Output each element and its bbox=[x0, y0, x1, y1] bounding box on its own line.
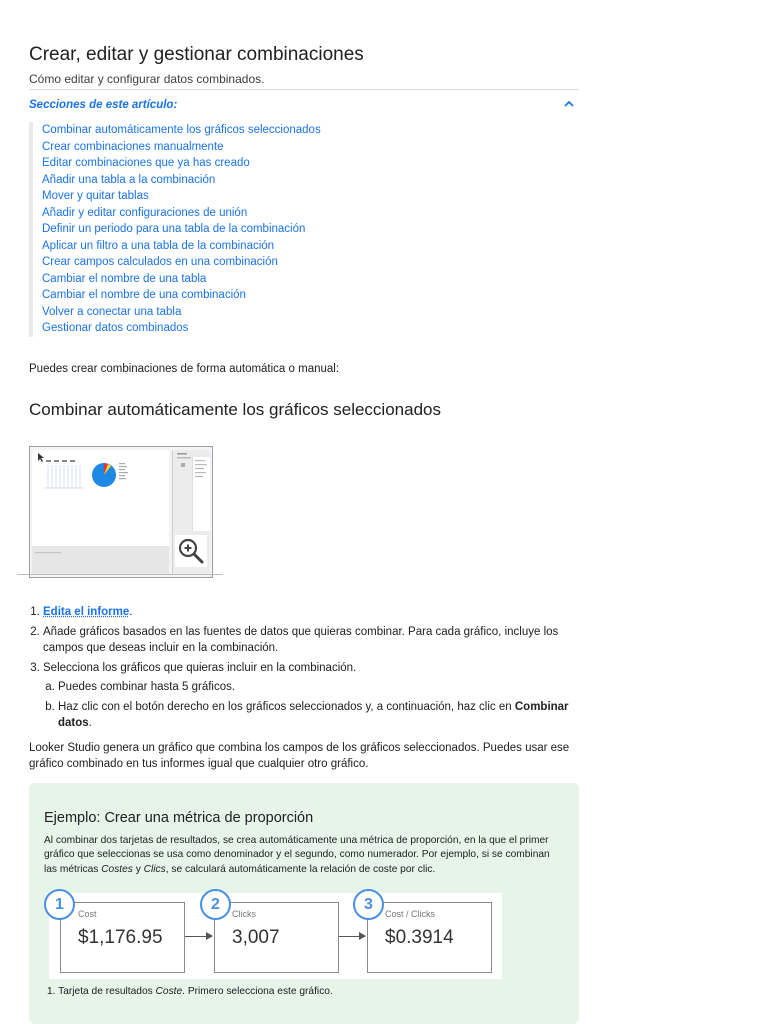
example-callout bbox=[29, 783, 579, 1024]
step-3 bbox=[43, 660, 583, 732]
screenshot-canvas bbox=[32, 450, 169, 546]
toc-link-nombre-tabla[interactable]: Cambiar el nombre de una tabla bbox=[42, 272, 207, 285]
toc-link-crear-manualmente[interactable]: Crear combinaciones manualmente bbox=[42, 140, 224, 153]
toc-list bbox=[29, 122, 582, 337]
step-badge-2: 2 bbox=[200, 889, 231, 920]
example-caption bbox=[47, 986, 333, 997]
substep-b bbox=[58, 699, 583, 732]
example-term-costes: Costes bbox=[101, 863, 133, 875]
step-1 bbox=[43, 604, 583, 621]
scorecard-value: 3,007 bbox=[232, 927, 280, 948]
caption-prefix: 1. Tarjeta de resultados bbox=[47, 986, 156, 997]
screenshot-thumbnail[interactable] bbox=[29, 446, 213, 578]
scorecard-cost-per-click bbox=[367, 902, 492, 973]
toc-link-campos-calculados[interactable]: Crear campos calculados en una combinación bbox=[42, 256, 278, 268]
scorecard-label: Cost bbox=[78, 909, 97, 919]
toc-header[interactable] bbox=[29, 89, 579, 118]
toc-link-combinar-automaticamente[interactable]: Combinar automáticamente los gráficos seleccionados bbox=[42, 124, 321, 136]
substeps-list bbox=[43, 679, 583, 732]
steps-list bbox=[29, 604, 583, 735]
scorecard-label: Cost / Clicks bbox=[385, 909, 436, 919]
step-badge-1: 1 bbox=[44, 889, 75, 920]
toc-link-gestionar-datos[interactable]: Gestionar datos combinados bbox=[42, 322, 189, 334]
screenshot-footer bbox=[32, 546, 169, 574]
step-badge-3: 3 bbox=[353, 889, 384, 920]
intro-paragraph: Puedes crear combinaciones de forma automática o manual: bbox=[29, 363, 340, 375]
toc-link-definir-periodo[interactable]: Definir un periodo para una tabla de la combinación bbox=[42, 223, 306, 235]
substep-b-text: Haz clic con el botón derecho en los gráficos seleccionados y, a continuación, haz clic en bbox=[58, 700, 515, 713]
example-text-y: y bbox=[132, 863, 144, 875]
chevron-up-icon[interactable] bbox=[563, 98, 575, 110]
caption-term: Coste bbox=[155, 986, 183, 997]
toc-link-editar-combinaciones[interactable]: Editar combinaciones que ya has creado bbox=[42, 157, 250, 169]
step-3-text: Selecciona los gráficos que quieras incluir en la combinación. bbox=[43, 661, 357, 674]
screenshot-panel-fields bbox=[193, 457, 210, 497]
edit-report-link[interactable]: Edita el informe bbox=[43, 606, 130, 618]
scorecard-value: $0.3914 bbox=[385, 927, 454, 948]
substep-a: a. Puedes combinar hasta 5 gráficos. bbox=[58, 679, 583, 696]
toc-link-aplicar-filtro[interactable]: Aplicar un filtro a una tabla de la combinación bbox=[42, 239, 275, 252]
caption-suffix: . Primero selecciona este gráfico. bbox=[182, 986, 333, 997]
example-text-part1: Al combinar dos tarjetas de resultados, se crea automáticamente una métrica de proporción, en la que el primer gráfico que seleccionas se usa como denominador y el segundo, como numerador. Por ejemplo, si se combinan las métricas bbox=[44, 835, 550, 875]
arrow-right-icon bbox=[339, 936, 365, 937]
combine-data-label: Combinar datos bbox=[58, 700, 569, 729]
result-paragraph: Looker Studio genera un gráfico que combina los campos de los gráficos seleccionados. Puedes usar ese gráfico combinado en tus informes igual que cualquier otro gráfico. bbox=[29, 742, 570, 770]
example-title: Ejemplo: Crear una métrica de proporción bbox=[44, 810, 314, 826]
screenshot-illustration bbox=[32, 450, 169, 546]
scorecard-cost bbox=[60, 902, 185, 973]
step-1-suffix: . bbox=[129, 606, 133, 618]
scorecard-label: Clicks bbox=[232, 909, 256, 919]
example-text bbox=[44, 834, 564, 877]
toc-link-anadir-tabla[interactable]: Añadir una tabla a la combinación bbox=[42, 173, 216, 186]
zoom-in-icon[interactable] bbox=[175, 535, 207, 567]
screenshot-data-panel bbox=[192, 457, 210, 531]
page-title: Crear, editar y gestionar combinaciones bbox=[29, 44, 364, 65]
page-subtitle: Cómo editar y configurar datos combinados. bbox=[29, 72, 265, 86]
scorecards-figure bbox=[49, 893, 502, 979]
toc-link-volver-conectar[interactable]: Volver a conectar una tabla bbox=[42, 305, 182, 318]
arrow-right-icon bbox=[185, 936, 212, 937]
scorecard-value: $1,176.95 bbox=[78, 927, 163, 948]
toc-link-configuraciones-union[interactable]: Añadir y editar configuraciones de unión bbox=[42, 206, 248, 219]
scorecard-clicks bbox=[214, 902, 339, 973]
toc-link-mover-quitar-tablas[interactable]: Mover y quitar tablas bbox=[42, 190, 149, 202]
toc-title: Secciones de este artículo: bbox=[29, 99, 178, 111]
example-term-clics: Clics bbox=[143, 863, 166, 875]
screenshot-baseline bbox=[17, 574, 223, 575]
substep-b-suffix: . bbox=[88, 717, 92, 729]
section-heading: Combinar automáticamente los gráficos seleccionados bbox=[29, 400, 441, 419]
toc-link-nombre-combinacion[interactable]: Cambiar el nombre de una combinación bbox=[42, 289, 246, 301]
screenshot-footer-bar bbox=[32, 551, 169, 559]
step-2: 2. Añade gráficos basados en las fuentes de datos que quieras combinar. Para cada gráfico, incluye los campos que deseas incluir en la combinación. bbox=[43, 624, 583, 657]
example-text-part2: , se calculará automáticamente la relación de coste por clic. bbox=[165, 863, 436, 875]
